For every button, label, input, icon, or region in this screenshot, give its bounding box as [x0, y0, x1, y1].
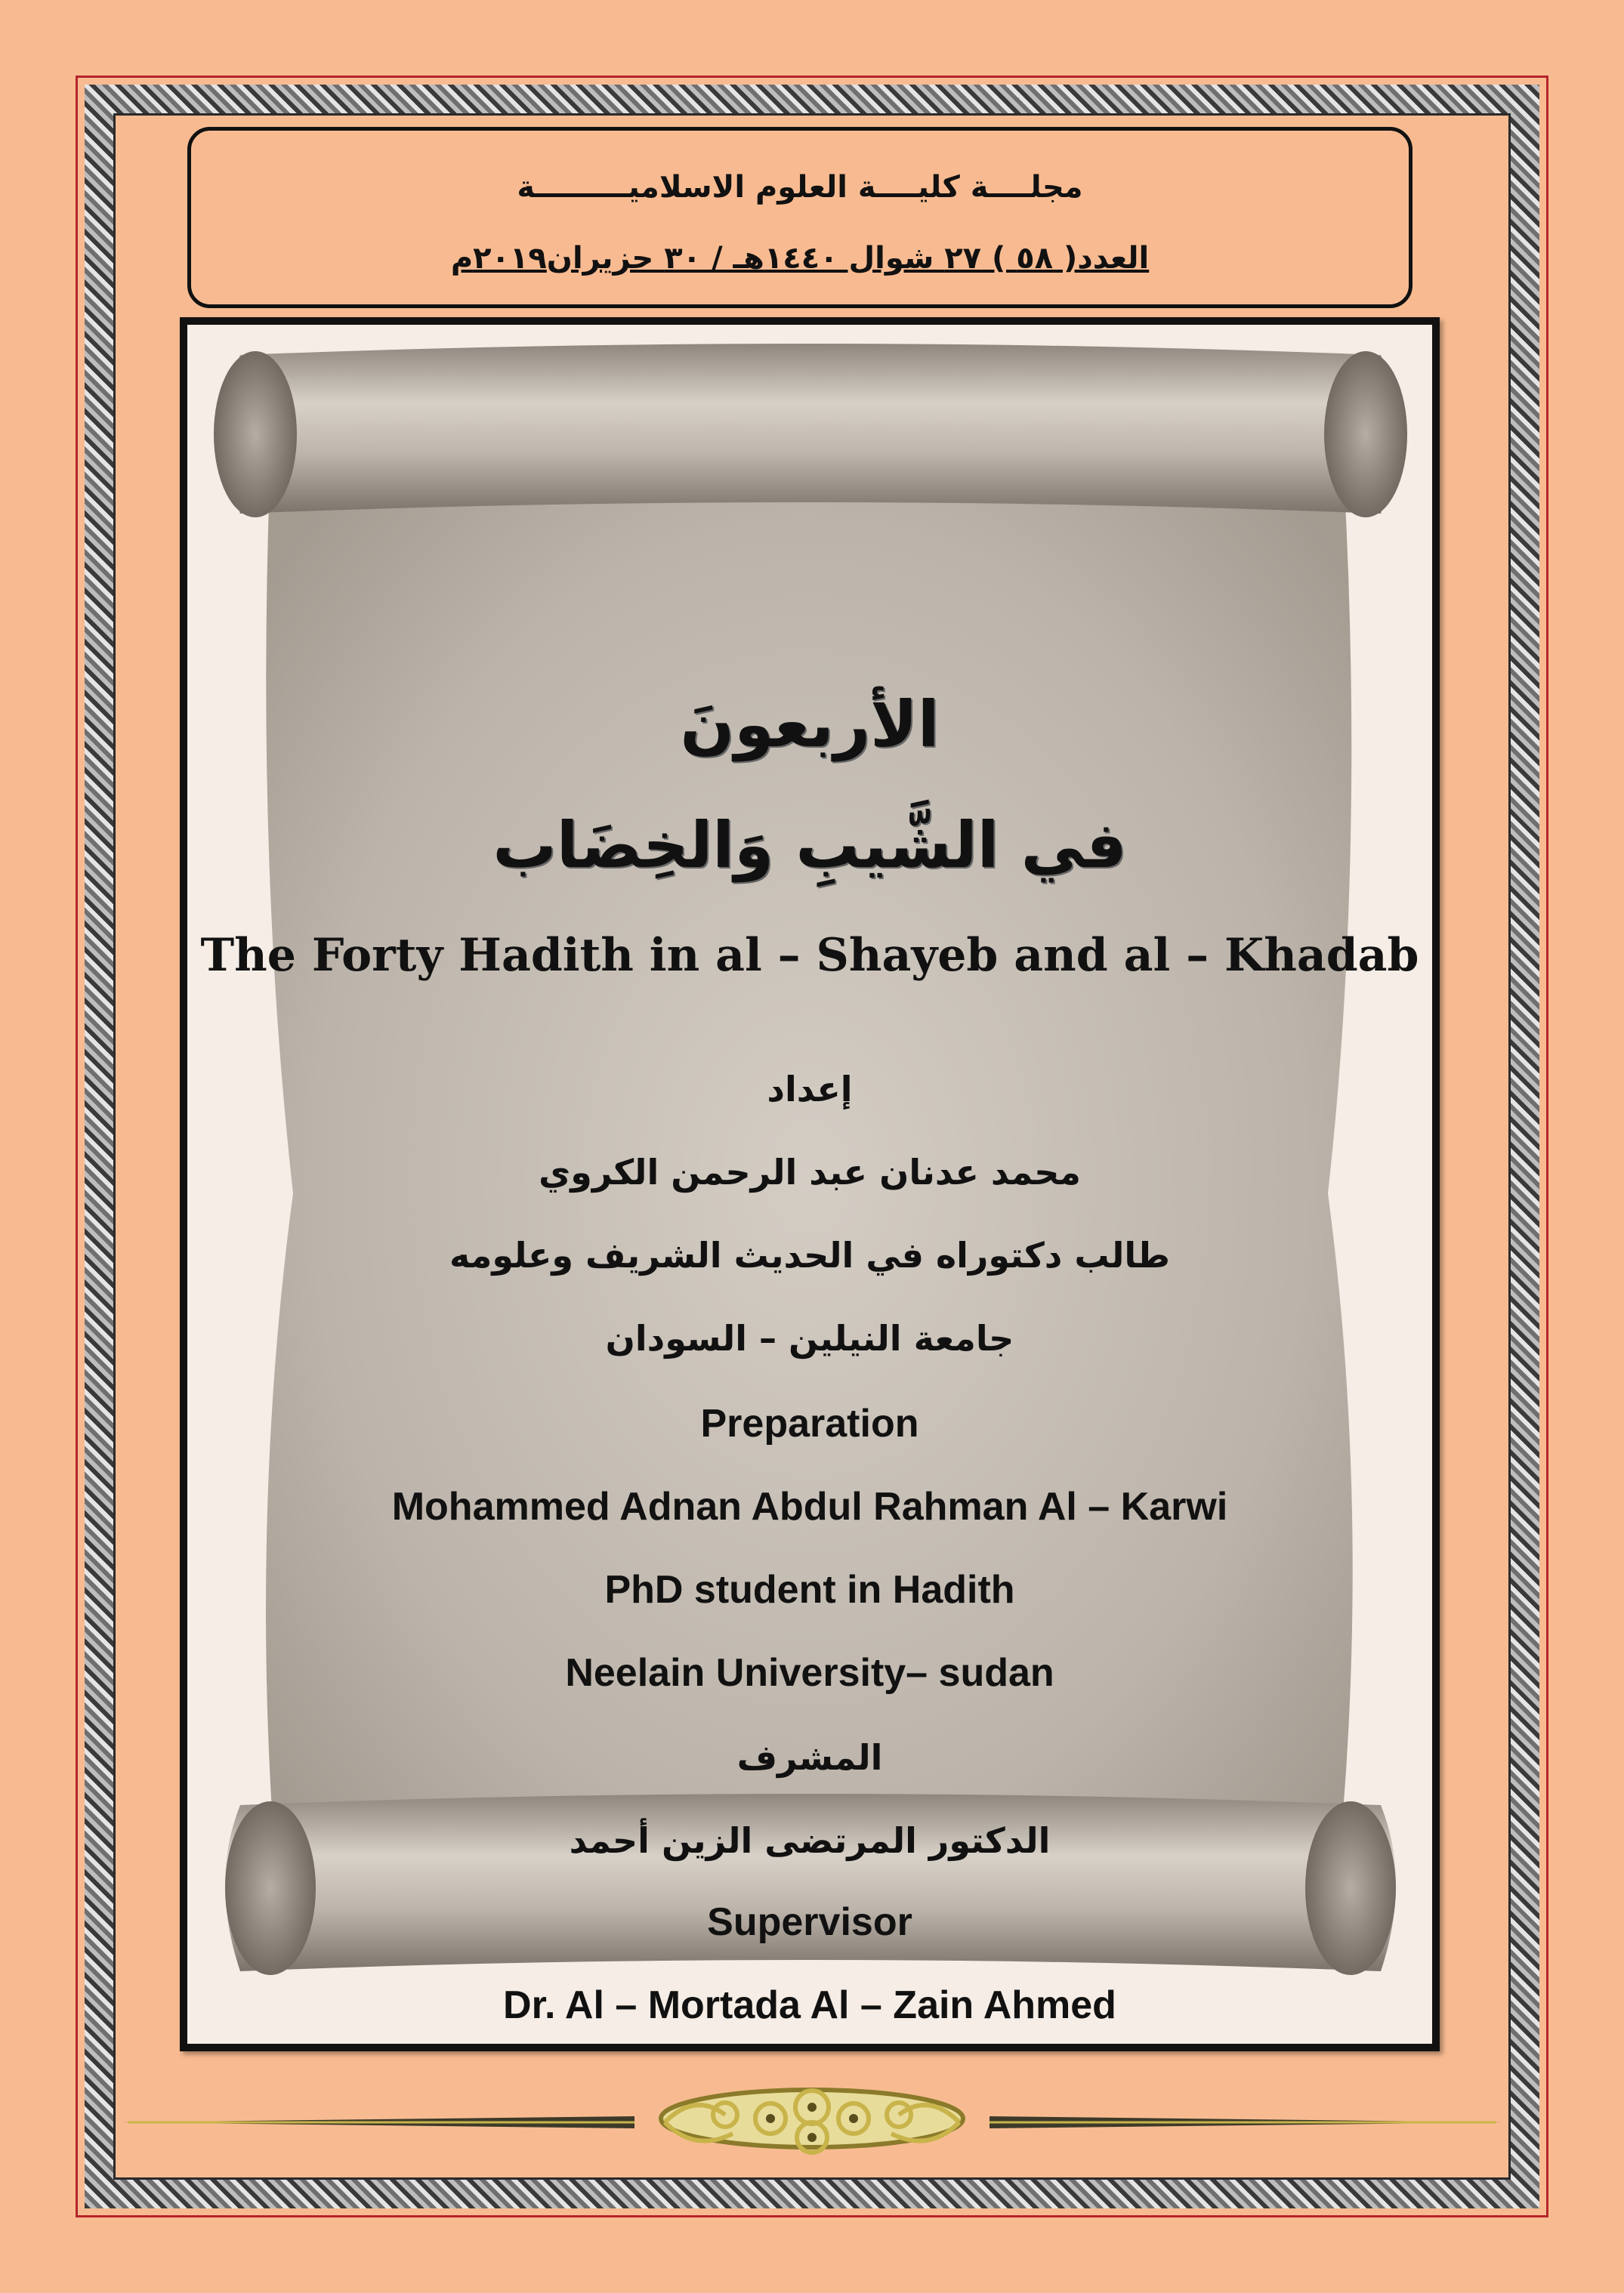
author-name-ar: محمد عدنان عبد الرحمن الكروي [539, 1152, 1081, 1193]
prepared-by-ar: إعداد [767, 1069, 853, 1109]
prepared-by-en: Preparation [700, 1402, 919, 1446]
university-en: Neelain University– sudan [565, 1651, 1054, 1695]
supervisor-name-ar: الدكتور المرتضى الزين أحمد [569, 1820, 1051, 1861]
university-ar: جامعة النيلين – السودان [605, 1318, 1014, 1359]
supervisor-label-ar: المشرف [736, 1737, 883, 1778]
arabic-title-line2: في الشَّيبِ وَالخِضَاب [492, 808, 1127, 882]
supervisor-label-en: Supervisor [707, 1900, 912, 1944]
english-title: The Forty Hadith in al – Shayeb and al – Khadab [200, 929, 1419, 982]
journal-header [187, 127, 1413, 308]
author-role-en: PhD student in Hadith [604, 1568, 1015, 1612]
supervisor-name-en: Dr. Al – Mortada Al – Zain Ahmed [503, 1983, 1116, 2027]
journal-title: مجلــــة كليــــة العلوم الاسلاميـــــــــة [517, 170, 1083, 205]
author-role-ar: طالب دكتوراه في الحديث الشريف وعلومه [449, 1235, 1170, 1276]
arabic-title-line1: الأربعونَ [680, 687, 940, 761]
author-name-en: Mohammed Adnan Abdul Rahman Al – Karwi [391, 1485, 1228, 1529]
scroll-frame [180, 317, 1440, 2051]
decorative-ornament [121, 2062, 1503, 2175]
issue-info: العدد( ٥٨ ) ٢٧ شوال ١٤٤٠هـ / ٣٠ حزيران٢٠١٩م [450, 241, 1150, 276]
